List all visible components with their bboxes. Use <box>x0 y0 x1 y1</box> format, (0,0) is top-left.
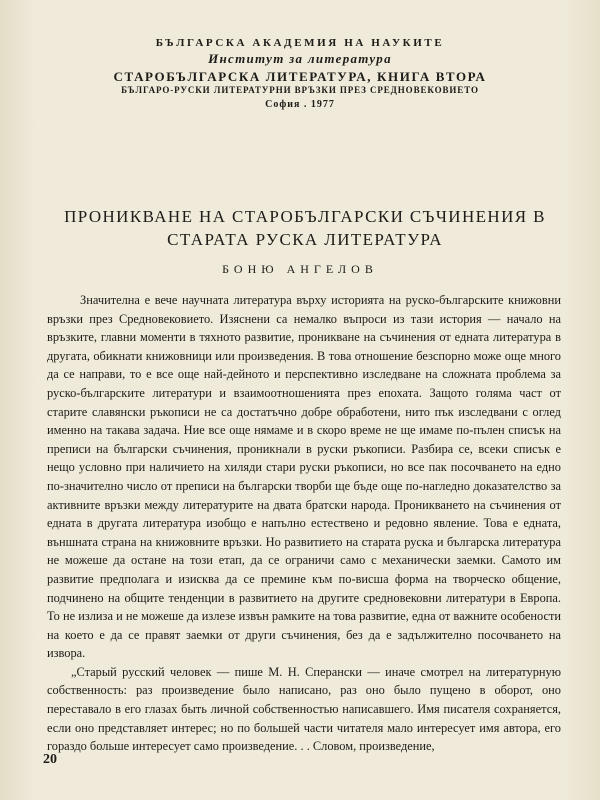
volume-title: БЪЛГАРО-РУСКИ ЛИТЕРАТУРНИ ВРЪЗКИ ПРЕЗ СРЕДНОВЕКОВИЕТО <box>121 85 479 95</box>
body-paragraph-quote: „Старый русский человек — пише М. Н. Сперански — иначе смотрел на литературную собственность: раз произведение было написано, раз оно было пущено в оборот, оно переставало в его глазах быть личной собственностью написавшего. Имя писателя сохраняется, если оно представляет интерес; но по большей части читателя мало интересует имя автора, его гораздо больше интересует само произведение. . . Словом, произведение, <box>47 664 561 754</box>
academy-name: БЪЛГАРСКА АКАДЕМИЯ НА НАУКИТЕ <box>155 37 445 49</box>
article-body <box>47 291 561 756</box>
article-author: БОНЮ АНГЕЛОВ <box>222 262 378 276</box>
institute-name: Институт за литература <box>208 51 392 66</box>
article-title: ПРОНИКВАНЕ НА СТАРОБЪЛГАРСКИ СЪЧИНЕНИЯ В СТАРАТА РУСКА ЛИТЕРАТУРА <box>64 207 546 249</box>
publication-header <box>0 38 600 110</box>
publication-city-year: София . 1977 <box>265 99 335 110</box>
page-number: 20 <box>43 752 57 767</box>
body-paragraph: Значителна е вече научната литература върху историята на руско-българските книжовни връзки през Средновековието. Изяснени са немалко въпроси из тази история — начало на връзките, главни моменти в тяхното развитие, проникване на съчинения от едната литература в другата, обикнати книжовници или произведения. В това отношение безспорно може още много да се направи, то е все още най-дейното и перспективно изследване на сложната проблема за руско-българските литератури и взаимоотношенията през епохата. Защото голяма част от старите славянски ръкописи не са достатъчно добре обработени, нито пък изследвани с оглед именно на такава задача. Ние все още нямаме и в скоро време не ще имаме по-пълен списък на преписи на български съчинения, проникнали в руски ръкописи. Разбира се, всеки списък е нещо условно при наличието на хиляди стари руски ръкописи, но все пак посочването на едно по-значително число от преписи на български творби ще бъде още по-нагледно доказателство за активните връзки между литературите на двата братски народа. Проникването на съчинения от едната в другата литература изобщо е напълно естествено и редовно явление. Това е едната, външната страна на книжовните връзки. Но развитието на старата руска и българска литература не можеше да остане на този етап, да се ограничи само с механически заемки. Самото им развитие предполага и изисква да се премине към по-висша форма на творческо общение, подчинено на общите тенденции в развитието на другите средновековни литератури в Европа. То не излиза и не можеше да излезе извън рамките на това развитие, една от важните особености на което е да се правят заемки от други съчинения, без да е задължително посочването на извора. <box>47 293 561 661</box>
series-title: СТАРОБЪЛГАРСКА ЛИТЕРАТУРА, КНИГА ВТОРА <box>113 69 487 84</box>
